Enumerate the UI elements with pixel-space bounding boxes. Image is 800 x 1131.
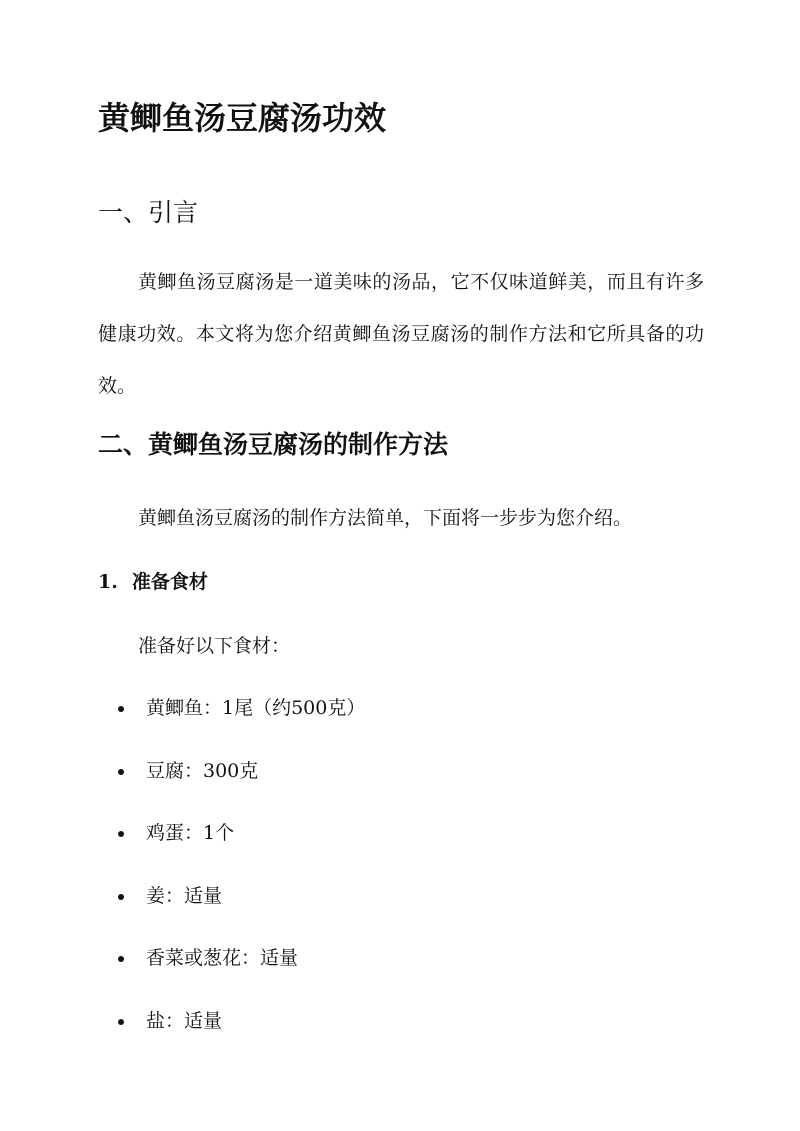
list-item bbox=[0, 944, 800, 1007]
list-item-text: 豆腐：300克 bbox=[146, 759, 259, 782]
bullet-icon bbox=[118, 831, 124, 837]
bullet-icon bbox=[118, 769, 124, 775]
subsection-heading-ingredients bbox=[98, 568, 208, 596]
list-item bbox=[0, 819, 800, 882]
list-item-text: 黄鲫鱼：1尾（约500克） bbox=[146, 697, 366, 719]
intro-paragraph: 黄鲫鱼汤豆腐汤是一道美味的汤品，它不仅味道鲜美，而且有许多健康功效。本文将为您介绍黄鲫鱼汤豆腐汤的制作方法和它所具备的功效。 bbox=[98, 271, 704, 397]
subsection-number: 1. bbox=[98, 571, 118, 593]
list-item bbox=[0, 882, 800, 945]
ingredients-intro: 准备好以下食材： bbox=[138, 635, 291, 657]
method-paragraph: 黄鲫鱼汤豆腐汤的制作方法简单，下面将一步步为您介绍。 bbox=[138, 507, 633, 529]
list-item-text: 姜：适量 bbox=[146, 884, 223, 907]
bullet-icon bbox=[118, 894, 124, 900]
ingredient-list bbox=[0, 694, 800, 1069]
bullet-icon bbox=[118, 706, 124, 712]
section-heading-intro: 一、引言 bbox=[98, 198, 199, 227]
bullet-icon bbox=[118, 956, 124, 962]
document-title: 黄鲫鱼汤豆腐汤功效 bbox=[98, 99, 387, 137]
list-item-text: 鸡蛋：1个 bbox=[146, 822, 235, 844]
section-heading-method: 二、黄鲫鱼汤豆腐汤的制作方法 bbox=[98, 430, 449, 459]
list-item-text: 盐：适量 bbox=[146, 1009, 223, 1032]
subsection-title: 准备食材 bbox=[131, 571, 208, 593]
list-item bbox=[0, 1007, 800, 1070]
list-item bbox=[0, 694, 800, 757]
list-item bbox=[0, 757, 800, 820]
list-item-text: 香菜或葱花：适量 bbox=[146, 947, 299, 969]
bullet-icon bbox=[118, 1019, 124, 1025]
